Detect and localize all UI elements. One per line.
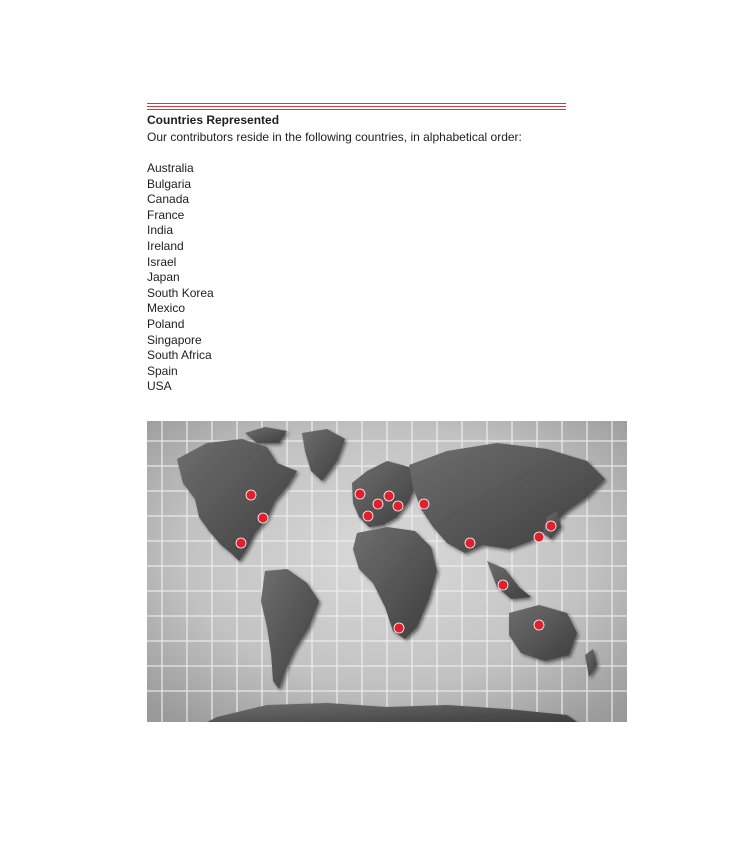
marker-spain	[363, 511, 373, 521]
country-item: Mexico	[147, 301, 186, 316]
marker-poland	[384, 491, 394, 501]
marker-south-africa	[394, 623, 404, 633]
rule-line	[147, 103, 566, 104]
marker-south-korea	[534, 532, 544, 542]
rule-line	[147, 106, 566, 107]
marker-mexico	[236, 538, 246, 548]
section-intro: Our contributors reside in the following countries, in alphabetical order:	[147, 130, 522, 144]
marker-israel	[419, 499, 429, 509]
country-item: South Africa	[147, 348, 212, 363]
marker-japan	[546, 521, 556, 531]
marker-ireland	[355, 489, 365, 499]
world-map	[147, 421, 627, 722]
country-item: USA	[147, 379, 172, 394]
marker-france	[373, 499, 383, 509]
header-rules	[147, 103, 566, 111]
marker-australia	[534, 620, 544, 630]
country-item: Ireland	[147, 238, 184, 253]
countries-section	[147, 113, 577, 395]
country-item: Canada	[147, 192, 190, 207]
country-item: Bulgaria	[147, 176, 192, 191]
marker-usa	[258, 513, 268, 523]
marker-canada	[246, 490, 256, 500]
country-item: South Korea	[147, 285, 214, 300]
marker-india	[465, 538, 475, 548]
marker-bulgaria	[393, 501, 403, 511]
country-item: Japan	[147, 270, 180, 285]
marker-singapore	[498, 580, 508, 590]
rule-line	[147, 109, 566, 110]
country-item: Poland	[147, 316, 185, 331]
country-item: Spain	[147, 363, 178, 378]
country-item: Australia	[147, 161, 194, 175]
country-item: India	[147, 223, 174, 238]
country-item: Israel	[147, 254, 177, 269]
section-title: Countries Represented	[147, 113, 280, 127]
country-item: France	[147, 207, 185, 222]
country-list	[147, 161, 577, 395]
country-item: Singapore	[147, 332, 202, 347]
